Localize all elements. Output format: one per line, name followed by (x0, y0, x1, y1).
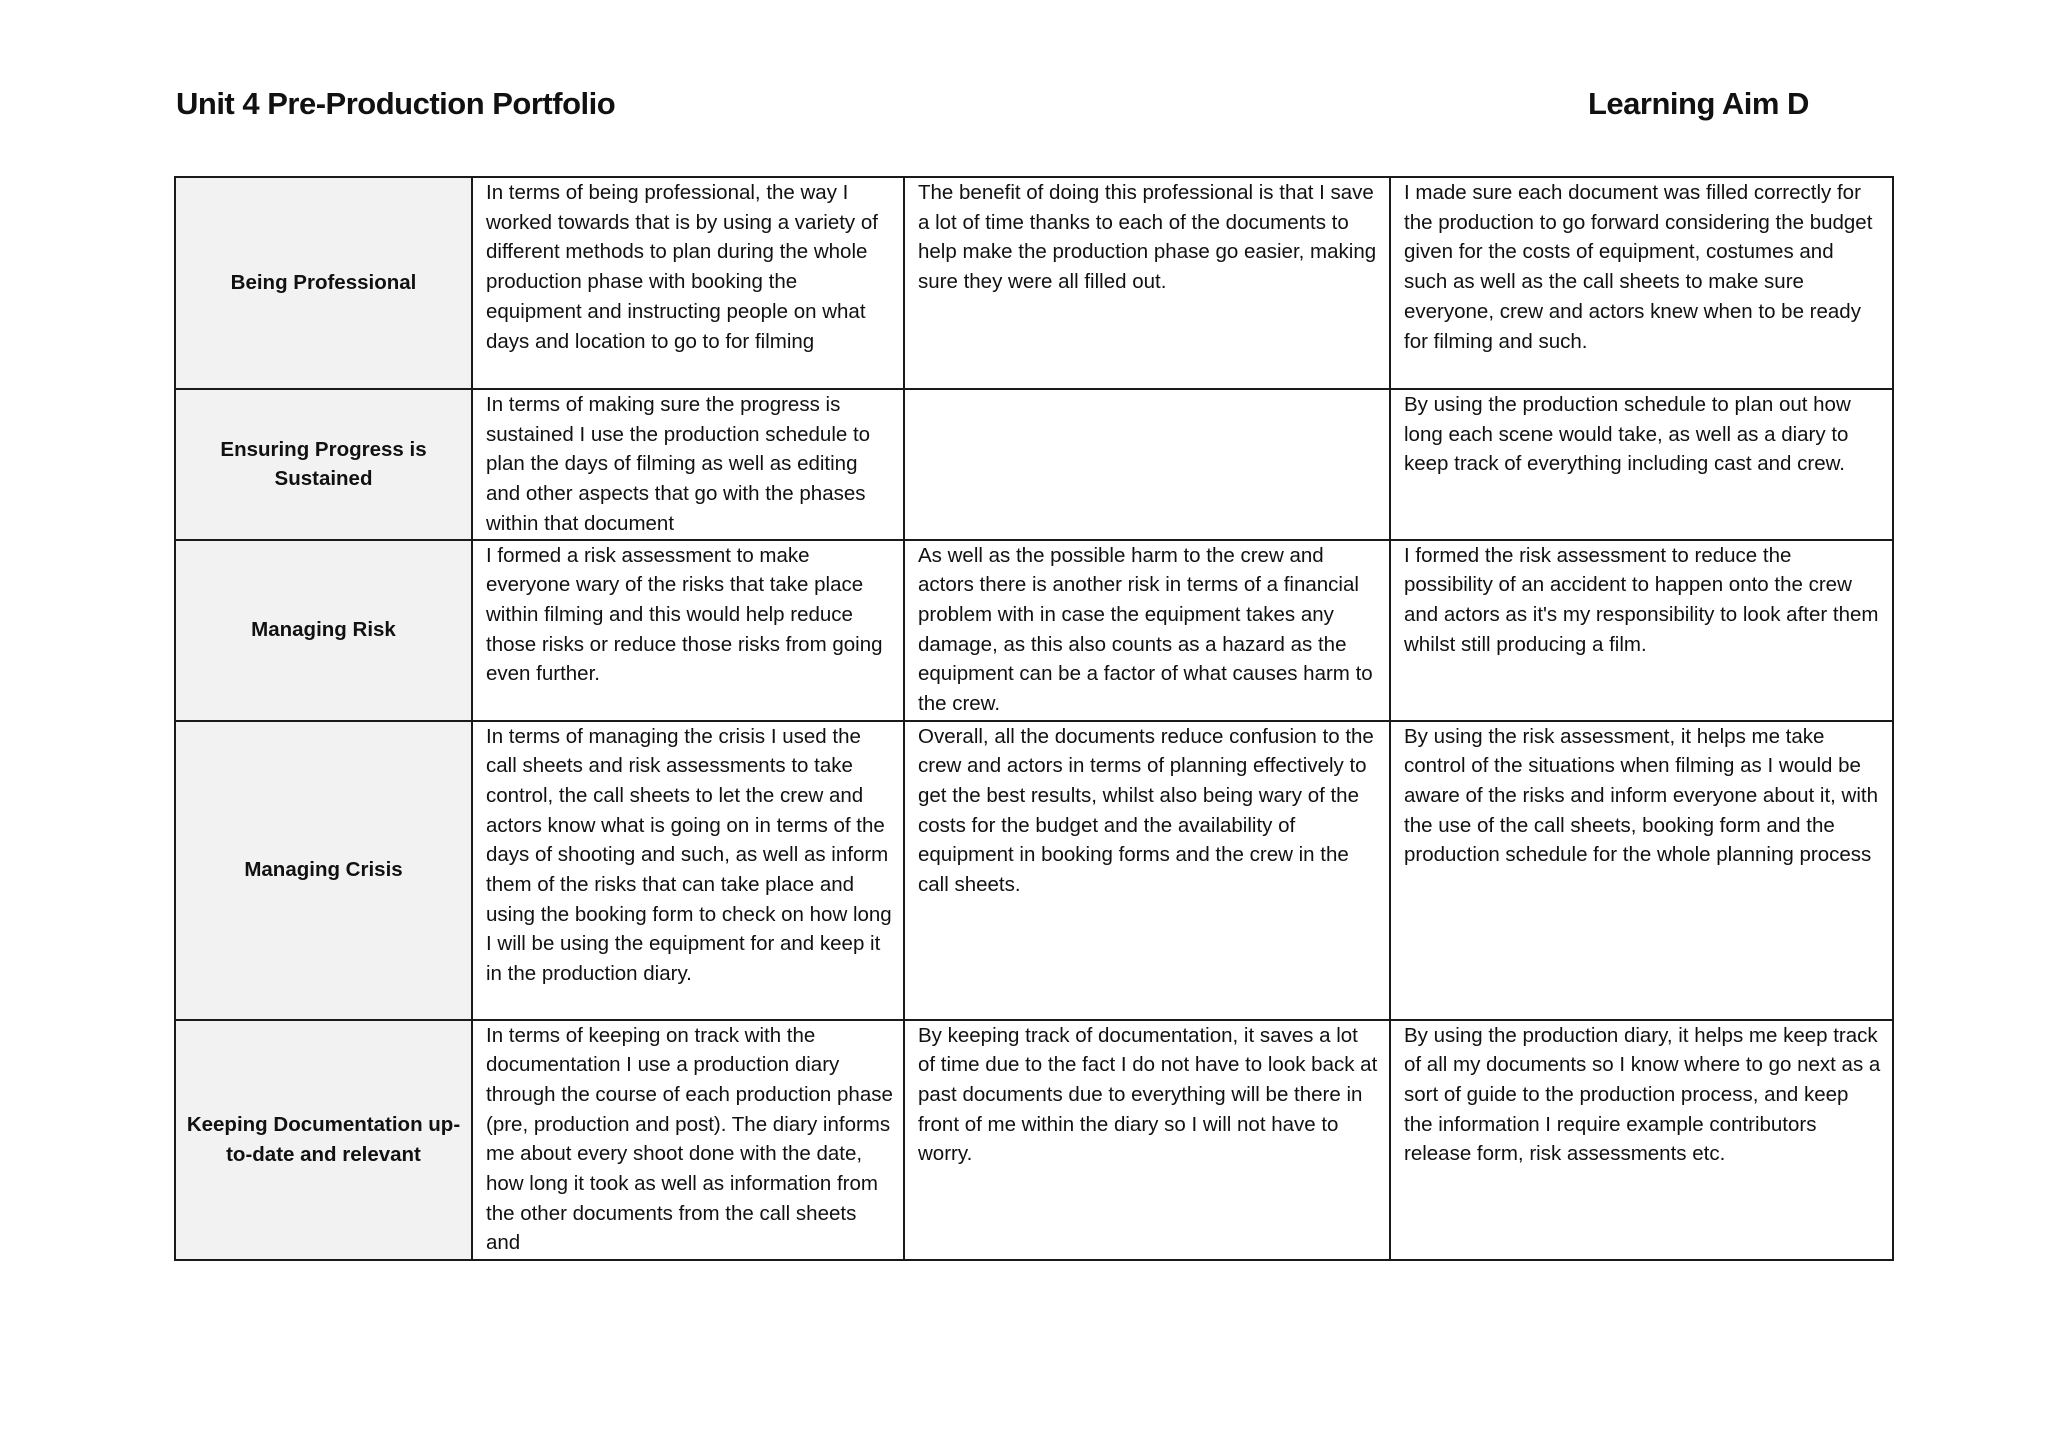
table-row (175, 540, 1893, 721)
row-label: Keeping Documentation up-to-date and relevant (175, 1020, 472, 1260)
table-row (175, 721, 1893, 1020)
table-cell: By keeping track of documentation, it saves a lot of time due to the fact I do not have to look back at past documents due to everything will be there in front of me within the diary so I will not have to worry. (904, 1020, 1390, 1260)
table-row (175, 177, 1893, 389)
document-title: Unit 4 Pre-Production Portfolio (176, 86, 616, 121)
table-cell: In terms of being professional, the way I worked towards that is by using a variety of different methods to plan during the whole production phase with booking the equipment and instructing people on what days and location to go to for filming (472, 177, 904, 389)
table-row (175, 389, 1893, 540)
table-cell: I formed the risk assessment to reduce the possibility of an accident to happen onto the crew and actors as it's my responsibility to look after them whilst still producing a film. (1390, 540, 1893, 721)
table-cell: In terms of keeping on track with the documentation I use a production diary through the course of each production phase (pre, production and post). The diary informs me about every shoot done with the date, how long it took as well as information from the other documents from the call sheets and (472, 1020, 904, 1260)
row-label: Ensuring Progress is Sustained (175, 389, 472, 540)
table-cell: The benefit of doing this professional is that I save a lot of time thanks to each of the documents to help make the production phase go easier, making sure they were all filled out. (904, 177, 1390, 389)
table-cell: I formed a risk assessment to make everyone wary of the risks that take place within filming and this would help reduce those risks or reduce those risks from going even further. (472, 540, 904, 721)
table-cell: By using the risk assessment, it helps me take control of the situations when filming as I would be aware of the risks and inform everyone about it, with the use of the call sheets, booking form and the production schedule for the whole planning process (1390, 721, 1893, 1020)
table-cell: In terms of managing the crisis I used the call sheets and risk assessments to take control, the call sheets to let the crew and actors know what is going on in terms of the days of shooting and such, as well as inform them of the risks that can take place and using the booking form to check on how long I will be using the equipment for and keep it in the production diary. (472, 721, 904, 1020)
portfolio-table (174, 176, 1894, 1261)
table-cell (904, 389, 1390, 540)
table-cell: In terms of making sure the progress is sustained I use the production schedule to plan the days of filming as well as editing and other aspects that go with the phases within that document (472, 389, 904, 540)
row-label: Being Professional (175, 177, 472, 389)
table-cell: By using the production diary, it helps me keep track of all my documents so I know where to go next as a sort of guide to the production process, and keep the information I require example contributors release form, risk assessments etc. (1390, 1020, 1893, 1260)
table-cell: As well as the possible harm to the crew and actors there is another risk in terms of a financial problem with in case the equipment takes any damage, as this also counts as a hazard as the equipment can be a factor of what causes harm to the crew. (904, 540, 1390, 721)
table-cell: I made sure each document was filled correctly for the production to go forward considering the budget given for the costs of equipment, costumes and such as well as the call sheets to make sure everyone, crew and actors knew when to be ready for filming and such. (1390, 177, 1893, 389)
row-label: Managing Crisis (175, 721, 472, 1020)
table-row (175, 1020, 1893, 1260)
table-cell: By using the production schedule to plan out how long each scene would take, as well as a diary to keep track of everything including cast and crew. (1390, 389, 1893, 540)
learning-aim-label: Learning Aim D (1588, 86, 1809, 121)
row-label: Managing Risk (175, 540, 472, 721)
table-cell: Overall, all the documents reduce confusion to the crew and actors in terms of planning effectively to get the best results, whilst also being wary of the costs for the budget and the availability of equipment in booking forms and the crew in the call sheets. (904, 721, 1390, 1020)
